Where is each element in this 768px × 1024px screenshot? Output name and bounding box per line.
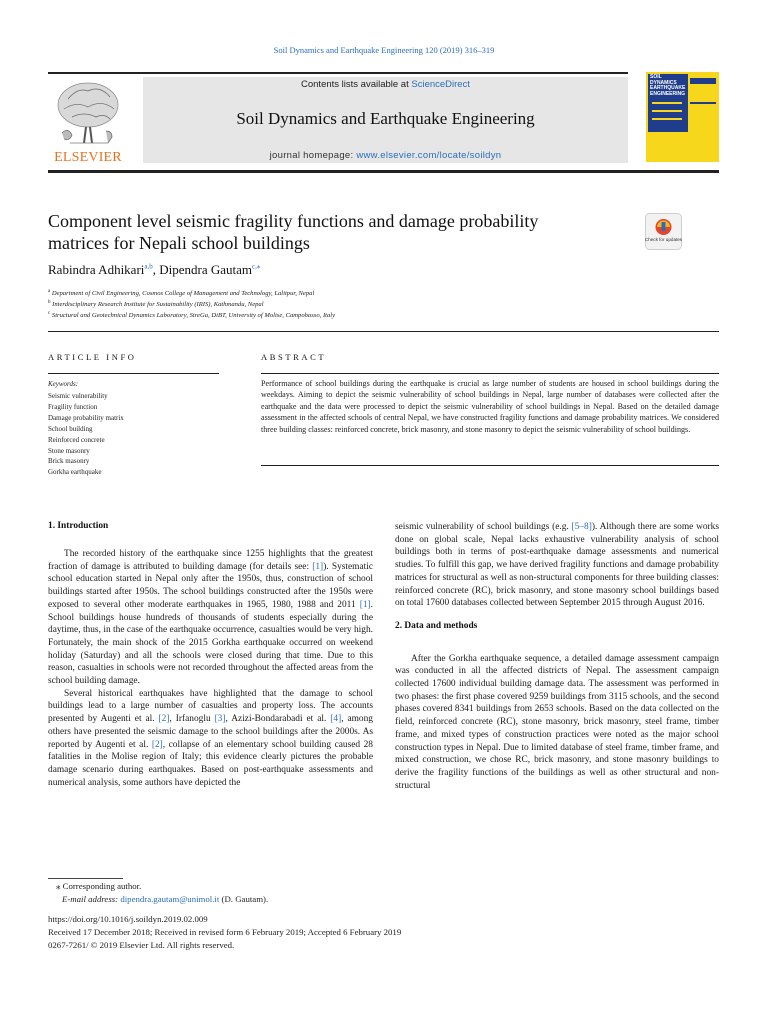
- check-badge-label: Check for updates: [645, 237, 682, 242]
- corresponding-author-note: ⁎ Corresponding author.: [56, 881, 142, 891]
- journal-title: Soil Dynamics and Earthquake Engineering: [236, 109, 535, 128]
- contents-prefix: Contents lists available at: [301, 79, 412, 90]
- body-column-left: [48, 548, 373, 789]
- cover-line: EARTHQUAKE: [650, 85, 686, 91]
- homepage-line: [143, 150, 628, 161]
- header-rule-bottom: [48, 170, 719, 173]
- citation-link[interactable]: [2]: [158, 714, 170, 725]
- body-text: , collapse of an elementary school building caused 28 fatalities in the Molise region of Italy; this evidence clearly pictures the probable damage scenario during earthquakes. Based on post-earthquake assessments and numerical analysis, some authors have depicted the: [48, 739, 373, 788]
- author-affiliation-marker[interactable]: c,⁎: [252, 262, 261, 271]
- affiliation-text: Interdisciplinary Research Institute for Sustainability (IRIS), Kathmandu, Nepal: [52, 301, 264, 309]
- paper-title-line: Component level seismic fragility functions and damage probability: [48, 211, 539, 231]
- author-name: Dipendra Gautam: [159, 262, 253, 277]
- body-text: , among others have presented the seismic damage to the school buildings after the 2000s. As reported by Augenti et al.: [48, 714, 373, 750]
- affiliation-marker: a: [48, 289, 51, 294]
- paper-title: [48, 210, 608, 254]
- abstract-rule-bottom: [261, 465, 719, 466]
- body-text: ). Systematic school education started in Nepal only after the 1950s, thus, construction of school buildings started after 1950s. The school buildings constructed after the 1950s were exposed to several other moderate earthquakes in 1965, 1980, 1988 and 2011: [48, 561, 373, 610]
- body-text: , Azizi-Bondarabadi et al.: [225, 714, 331, 725]
- citation-link[interactable]: [2]: [151, 739, 163, 750]
- affiliation-text: Department of Civil Engineering, Cosmos College of Management and Technology, Lalitpur, Nepal: [51, 290, 315, 298]
- journal-cover-thumbnail[interactable]: [646, 72, 719, 162]
- email-suffix: (D. Gautam).: [219, 894, 269, 904]
- copyright-line: 0267-7261/ © 2019 Elsevier Ltd. All rights reserved.: [48, 940, 235, 950]
- keyword: Fragility function: [48, 402, 98, 411]
- check-for-updates-icon[interactable]: [645, 213, 682, 250]
- journal-reference[interactable]: Soil Dynamics and Earthquake Engineering 120 (2019) 316–319: [273, 45, 495, 55]
- affiliation: [48, 311, 335, 319]
- author-list: [48, 262, 260, 278]
- body-paragraph: After the Gorkha earthquake sequence, a detailed damage assessment campaign was conducted in all the affected districts of Nepal. The assessment campaign collected 17600 individual building damage data. The assessment was performed in two phases: the first phase covered 9259 buildings from 3115 schools, and the second phases covered 8341 buildings from 2653 schools. Based on the data collected on the field, reinforced concrete (RC), stone masonry, brick masonry, steel frame, timber frame, and mixed types of construction practices were noted as the major school construction types in Nepal. Due to limited database of steel frame, timber frame, and mixed construction, we chose RC, brick masonry, and stone masonry buildings to derive the fragility functions of the buildings as well as other structural and non-structural: [395, 653, 719, 791]
- body-text: seismic vulnerability of school buildings (e.g.: [395, 522, 572, 532]
- body-text: , Irfanoglu: [169, 714, 215, 725]
- body-paragraph: [48, 688, 373, 790]
- section-heading-introduction: 1. Introduction: [48, 521, 109, 531]
- sciencedirect-link[interactable]: ScienceDirect: [411, 79, 470, 90]
- citation-link[interactable]: [1]: [359, 599, 371, 610]
- affiliation-marker: c: [48, 311, 51, 316]
- email-line: [62, 894, 268, 904]
- elsevier-wordmark: ELSEVIER: [54, 150, 122, 165]
- author-name: Rabindra Adhikari: [48, 262, 145, 277]
- section-rule: [48, 331, 719, 332]
- citation-link[interactable]: [5–8]: [571, 522, 592, 532]
- keyword: Gorkha earthquake: [48, 468, 102, 477]
- body-text: Several historical earthquakes have highlighted that the damage to school buildings lead to a large number of casualties and property loss. The accounts presented by Augenti et al.: [48, 688, 373, 725]
- abstract-rule: [261, 373, 719, 374]
- body-column-right: [395, 521, 719, 792]
- header-rule-top: [48, 72, 628, 74]
- keyword: Stone masonry: [48, 446, 90, 455]
- keyword: Seismic vulnerability: [48, 392, 108, 400]
- homepage-prefix: journal homepage:: [269, 150, 357, 161]
- affiliation: [48, 289, 314, 297]
- footnote-rule: [48, 878, 123, 879]
- cover-title: [650, 75, 716, 97]
- article-info-heading: ARTICLE INFO: [48, 352, 137, 362]
- body-text: . School buildings house hundreds of thousands of students especially during the daytime, thus, in the case of the earthquake occurrence, casualties would be very high. Fortunately, the main shock of the 2015 Gorkha earthquake occurred on weekend holiday (Saturday) and all the schools were closed during that time. Due to this reason, casualties in schools were not recorded throughout the affected areas from the school building damage.: [48, 599, 373, 687]
- author-affiliation-marker[interactable]: a,b: [144, 262, 153, 271]
- citation-link[interactable]: [4]: [330, 714, 342, 725]
- keyword: Damage probability matrix: [48, 413, 124, 422]
- affiliation-text: Structural and Geotechnical Dynamics Laboratory, StreGa, DiBT, University of Molise, Campobasso, Italy: [51, 312, 336, 320]
- keyword: Brick masonry: [48, 457, 90, 466]
- cover-line: DYNAMICS: [650, 79, 677, 86]
- abstract-text: Performance of school buildings during the earthquake is crucial as large number of students are housed in school buildings during the weekdays. Aiming to depict the seismic vulnerability of school buildings in Nepal, large number of databases were collected after the earthquake and the data were processed to depict the seismic vulnerability of school buildings in Nepal. Based on the detailed damage assessment in the affected schools of central Nepal, we have constructed fragility functions and damage probability matrices. We considered three building classes: reinforced concrete, brick masonry, and stone masonry to depict the seismic vulnerability of school buildings.: [261, 379, 719, 434]
- email-link[interactable]: dipendra.gautam@unimol.it: [120, 894, 220, 904]
- author-separator: ,: [152, 262, 160, 277]
- abstract-heading: ABSTRACT: [261, 352, 327, 362]
- keyword-list: [48, 391, 124, 478]
- affiliation: [48, 300, 264, 308]
- body-text: ). Although there are some works done on global scale, Nepal lacks exhaustive vulnerability analysis of school buildings both in terms of post-earthquake damage assessments and numerical studies. To fulfill this gap, we have derived fragility functions and damage probability matrices for structural as well as non-structural components for three building classes: reinforced concrete (RC), brick masonry, and stone masonry school buildings based on total 17600 databases collected between September 2015 through August 2016.: [395, 522, 720, 609]
- cover-line: ENGINEERING: [650, 90, 686, 97]
- received-dates: Received 17 December 2018; Received in revised form 6 February 2019; Accepted 6 February 2019: [48, 927, 402, 937]
- body-text: The recorded history of the earthquake since 1255 highlights that the greatest fraction of damage is attributed to building damage (for details see:: [48, 549, 373, 572]
- cover-line: SOIL: [650, 74, 662, 80]
- keyword: Reinforced concrete: [48, 435, 105, 444]
- paper-title-line: matrices for Nepali school buildings: [48, 233, 310, 253]
- keyword: School building: [48, 424, 93, 433]
- citation-link[interactable]: [1]: [312, 561, 324, 572]
- doi-link[interactable]: https://doi.org/10.1016/j.soildyn.2019.02.009: [48, 914, 208, 924]
- body-paragraph: [48, 548, 373, 688]
- section-heading-data-methods: 2. Data and methods: [395, 620, 478, 631]
- homepage-link[interactable]: www.elsevier.com/locate/soildyn: [356, 150, 502, 161]
- affiliation-marker: b: [48, 300, 51, 305]
- contents-line: [143, 79, 628, 90]
- body-paragraph: [395, 521, 719, 610]
- article-info-rule: [48, 373, 219, 374]
- email-label: E-mail address:: [62, 894, 119, 904]
- citation-link[interactable]: [3]: [214, 714, 226, 725]
- keywords-label: Keywords:: [48, 380, 79, 388]
